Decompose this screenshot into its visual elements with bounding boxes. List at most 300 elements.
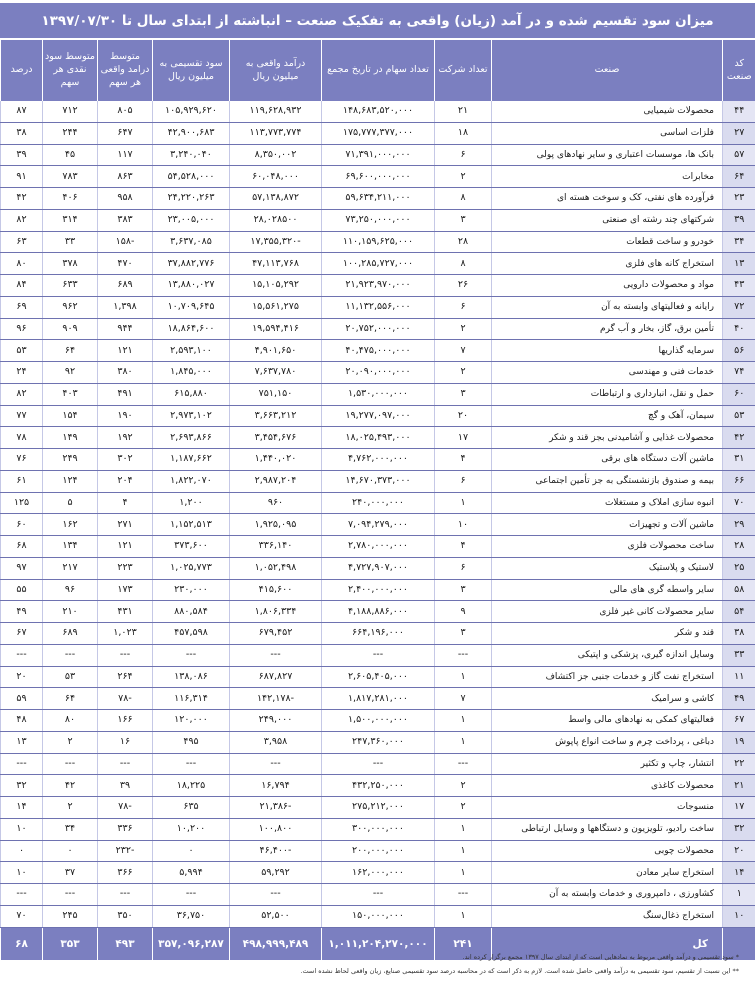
cell-avg-dividend: ۲۱۷ (43, 557, 98, 579)
cell-code: ۲۵ (723, 557, 755, 579)
cell-percent: ۷۸ (1, 427, 43, 449)
footnote-2: ** این نسبت از تقسیم، سود تقسیمی به درآمد واقعی حاصل شده است. لازم به ذکر است که در محاسبه درصد سود تقسیمی صنایع، زیان واقعی لحاظ نشده است. (300, 967, 739, 975)
cell-income: -۴۶,۴۰۰ (230, 840, 322, 862)
table-row (1, 318, 755, 340)
header-industry: صنعت (492, 40, 723, 101)
cell-avg-income: ۴۳۱ (98, 601, 153, 623)
cell-avg-income: ۳۸۳ (98, 209, 153, 231)
cell-companies: ۱ (435, 905, 492, 927)
cell-code: ۲۸ (723, 536, 755, 558)
table-row (1, 710, 755, 732)
cell-code: ۳۲ (723, 818, 755, 840)
table-row (1, 557, 755, 579)
cell-shares: ۲۰,۰۹۰,۰۰۰,۰۰۰ (322, 362, 435, 384)
cell-percent: ۱۰ (1, 862, 43, 884)
cell-percent: ۸۷ (1, 101, 43, 122)
cell-companies: ۷ (435, 340, 492, 362)
table-row (1, 775, 755, 797)
table-row (1, 818, 755, 840)
cell-shares: --- (322, 753, 435, 775)
total-label: کل (492, 927, 723, 960)
cell-industry: سیمان، آهک و گچ (492, 405, 723, 427)
table-row (1, 666, 755, 688)
cell-code: ۶۴ (723, 166, 755, 188)
total-income: ۴۹۸,۹۹۹,۴۸۹ (230, 927, 322, 960)
cell-industry: وسایل اندازه گیری، پزشکی و اپتیکی (492, 644, 723, 666)
cell-code: ۳۳ (723, 644, 755, 666)
cell-percent: ۸۴ (1, 275, 43, 297)
cell-industry: ماشین آلات دستگاه های برقی (492, 449, 723, 471)
cell-industry: کاشی و سرامیک (492, 688, 723, 710)
total-avg-dividend: ۳۵۳ (43, 927, 98, 960)
cell-income: ۳۳۶,۱۴۰ (230, 536, 322, 558)
cell-code: ۷۲ (723, 296, 755, 318)
total-dividend: ۳۵۷,۰۹۶,۲۸۷ (153, 927, 230, 960)
cell-avg-income: ۱,۳۹۸ (98, 296, 153, 318)
cell-industry: محصولات کاغذی (492, 775, 723, 797)
cell-avg-income: ۶۸۹ (98, 275, 153, 297)
cell-code: ۱۴ (723, 862, 755, 884)
cell-dividend: ۶۳۵ (153, 797, 230, 819)
cell-companies: ۳ (435, 623, 492, 645)
table-row (1, 688, 755, 710)
cell-shares: ۱۵۰,۰۰۰,۰۰۰ (322, 905, 435, 927)
table-row (1, 383, 755, 405)
cell-code: ۶۰ (723, 383, 755, 405)
cell-avg-dividend: ۱۳۴ (43, 536, 98, 558)
cell-shares: ۱۶۲,۰۰۰,۰۰۰ (322, 862, 435, 884)
cell-avg-dividend: ۴۰۶ (43, 188, 98, 210)
industry-table (0, 40, 755, 960)
table-row (1, 623, 755, 645)
cell-industry: استخراج کانه های فلزی (492, 253, 723, 275)
cell-code: ۴۰ (723, 318, 755, 340)
cell-industry: ساخت محصولات فلزی (492, 536, 723, 558)
cell-income: ۹۶۰ (230, 492, 322, 514)
cell-dividend: ۴۵۷,۵۹۸ (153, 623, 230, 645)
cell-dividend: ۱,۱۸۷,۶۶۲ (153, 449, 230, 471)
cell-dividend: ۱۳,۸۸۰,۰۲۷ (153, 275, 230, 297)
cell-code: ۳۹ (723, 209, 755, 231)
cell-code: ۳۸ (723, 623, 755, 645)
cell-industry: انبوه سازی املاک و مستغلات (492, 492, 723, 514)
cell-avg-dividend: ۲ (43, 731, 98, 753)
cell-companies: ۱ (435, 731, 492, 753)
cell-industry: منسوجات (492, 797, 723, 819)
cell-code: ۲۰ (723, 840, 755, 862)
total-shares: ۱,۰۱۱,۲۰۴,۲۷۰,۰۰۰ (322, 927, 435, 960)
cell-dividend: ۲,۵۹۳,۱۰۰ (153, 340, 230, 362)
cell-income: ۱,۸۰۶,۳۳۴ (230, 601, 322, 623)
cell-percent: ۹۶ (1, 318, 43, 340)
table-row (1, 427, 755, 449)
cell-shares: ۱۱,۱۳۲,۵۵۶,۰۰۰ (322, 296, 435, 318)
cell-industry: ماشین آلات و تجهیزات (492, 514, 723, 536)
cell-shares: ۱,۵۳۰,۰۰۰,۰۰۰ (322, 383, 435, 405)
cell-shares: ۲۰,۷۵۲,۰۰۰,۰۰۰ (322, 318, 435, 340)
cell-avg-dividend: ۵ (43, 492, 98, 514)
cell-avg-income: ۱۷۳ (98, 579, 153, 601)
cell-income: --- (230, 753, 322, 775)
cell-industry: فرآورده های نفتی، کک و سوخت هسته ای (492, 188, 723, 210)
cell-percent: ۶۳ (1, 231, 43, 253)
cell-companies: ۹ (435, 601, 492, 623)
table-row (1, 601, 755, 623)
cell-shares: ۲۱,۹۲۳,۹۷۰,۰۰۰ (322, 275, 435, 297)
cell-code: ۱ (723, 884, 755, 906)
cell-dividend: ۱۱۶,۳۱۴ (153, 688, 230, 710)
total-avg-income: ۴۹۳ (98, 927, 153, 960)
cell-industry: سایر محصولات کانی غیر فلزی (492, 601, 723, 623)
cell-industry: محصولات شیمیایی (492, 101, 723, 122)
cell-percent: ۴۲ (1, 188, 43, 210)
cell-code: ۷۴ (723, 362, 755, 384)
cell-code: ۱۷ (723, 797, 755, 819)
cell-shares: ۱۷۵,۷۷۷,۳۷۷,۰۰۰ (322, 122, 435, 144)
cell-income: ۱۶,۷۹۴ (230, 775, 322, 797)
cell-code: ۲۲ (723, 753, 755, 775)
cell-code: ۷۰ (723, 492, 755, 514)
cell-industry: ساخت رادیو، تلویزیون و دستگاهها و وسایل ارتباطی (492, 818, 723, 840)
cell-income: -۲۱,۳۸۶ (230, 797, 322, 819)
cell-companies: ۲۰ (435, 405, 492, 427)
table-row (1, 731, 755, 753)
cell-percent: ۷۶ (1, 449, 43, 471)
cell-percent: ۱۲۵ (1, 492, 43, 514)
cell-shares: ۲,۶۰۵,۴۰۵,۰۰۰ (322, 666, 435, 688)
cell-avg-dividend: ۴۲ (43, 775, 98, 797)
header-shares: تعداد سهام در تاریخ مجمع (322, 40, 435, 101)
table-row (1, 753, 755, 775)
cell-companies: ۱ (435, 492, 492, 514)
cell-avg-income: ۳۵۰ (98, 905, 153, 927)
cell-avg-income: ۶۴۷ (98, 122, 153, 144)
cell-avg-income: ۳۸۰ (98, 362, 153, 384)
cell-industry: انتشار، چاپ و تکثیر (492, 753, 723, 775)
cell-avg-dividend: --- (43, 884, 98, 906)
cell-avg-dividend: ۳۳ (43, 231, 98, 253)
cell-percent: ۲۰ (1, 666, 43, 688)
cell-percent: ۹۱ (1, 166, 43, 188)
cell-shares: ۶۹,۶۰۰,۰۰۰,۰۰۰ (322, 166, 435, 188)
cell-dividend: ۰ (153, 840, 230, 862)
cell-industry: حمل و نقل، انبارداری و ارتباطات (492, 383, 723, 405)
cell-income: ۱۵,۱۰۵,۲۹۲ (230, 275, 322, 297)
cell-companies: ۸ (435, 188, 492, 210)
table-row (1, 209, 755, 231)
cell-avg-income: ۱۹۲ (98, 427, 153, 449)
cell-income: ۱۹,۵۹۴,۴۱۶ (230, 318, 322, 340)
cell-dividend: ۱,۲۰۰ (153, 492, 230, 514)
table-row (1, 122, 755, 144)
cell-dividend: ۱۰۵,۹۲۹,۶۲۰ (153, 101, 230, 122)
header-avg-dividend: متوسط سود نقدی هر سهم (43, 40, 98, 101)
cell-avg-dividend: ۲۴۹ (43, 449, 98, 471)
cell-companies: ۱ (435, 818, 492, 840)
cell-companies: ۸ (435, 253, 492, 275)
cell-income: ۱,۹۲۵,۰۹۵ (230, 514, 322, 536)
cell-percent: --- (1, 753, 43, 775)
cell-companies: ۴ (435, 536, 492, 558)
cell-dividend: ۳,۲۴۰,۰۴۰ (153, 144, 230, 166)
cell-avg-income: ۹۵۸ (98, 188, 153, 210)
cell-percent: ۶۸ (1, 536, 43, 558)
cell-percent: ۴۹ (1, 601, 43, 623)
cell-code: ۵۳ (723, 405, 755, 427)
cell-code: ۴۴ (723, 101, 755, 122)
cell-dividend: ۳۷۳,۶۰۰ (153, 536, 230, 558)
cell-avg-dividend: ۱۶۲ (43, 514, 98, 536)
cell-industry: استخراج نفت گاز و خدمات جنبی جز اکتشاف (492, 666, 723, 688)
cell-shares: ۲۰۰,۰۰۰,۰۰۰ (322, 840, 435, 862)
cell-avg-dividend: ۵۳ (43, 666, 98, 688)
cell-dividend: --- (153, 644, 230, 666)
cell-percent: ۱۰ (1, 818, 43, 840)
cell-shares: ۶۶۴,۱۹۶,۰۰۰ (322, 623, 435, 645)
cell-industry: محصولات چوبی (492, 840, 723, 862)
cell-avg-dividend: ۹۰۹ (43, 318, 98, 340)
cell-dividend: ۲,۶۹۳,۸۶۶ (153, 427, 230, 449)
table-row (1, 231, 755, 253)
cell-income: ۵۷,۱۳۸,۸۷۲ (230, 188, 322, 210)
cell-avg-dividend: --- (43, 753, 98, 775)
cell-avg-income: ۱۶ (98, 731, 153, 753)
table-row (1, 449, 755, 471)
cell-industry: رایانه و فعالیتهای وابسته به آن (492, 296, 723, 318)
cell-code: ۳۴ (723, 231, 755, 253)
cell-dividend: ۱۲۰,۰۰۰ (153, 710, 230, 732)
cell-industry: شرکتهای چند رشته ای صنعتی (492, 209, 723, 231)
cell-shares: ۱,۵۰۰,۰۰۰,۰۰۰ (322, 710, 435, 732)
cell-industry: قند و شکر (492, 623, 723, 645)
cell-avg-dividend: ۳۱۴ (43, 209, 98, 231)
cell-avg-income: ۳۳۶ (98, 818, 153, 840)
cell-companies: ۲ (435, 362, 492, 384)
cell-shares: ۱۸,۰۲۵,۴۹۳,۰۰۰ (322, 427, 435, 449)
table-row (1, 840, 755, 862)
table-row (1, 296, 755, 318)
cell-companies: ۴ (435, 449, 492, 471)
cell-avg-income: ۳۹ (98, 775, 153, 797)
cell-shares: ۷۱,۳۹۱,۰۰۰,۰۰۰ (322, 144, 435, 166)
cell-income: ۷,۶۳۷,۷۸۰ (230, 362, 322, 384)
cell-dividend: ۱,۱۵۲,۵۱۳ (153, 514, 230, 536)
cell-percent: ۸۰ (1, 253, 43, 275)
cell-dividend: ۳۶,۷۵۰ (153, 905, 230, 927)
header-percent: درصد (1, 40, 43, 101)
cell-income: ۱۵,۵۶۱,۲۷۵ (230, 296, 322, 318)
table-row (1, 536, 755, 558)
cell-dividend: ۴۹۵ (153, 731, 230, 753)
cell-code: ۴۲ (723, 427, 755, 449)
cell-avg-dividend: ۳۴ (43, 818, 98, 840)
cell-companies: ۲ (435, 797, 492, 819)
cell-avg-income: -۷۸ (98, 797, 153, 819)
cell-avg-income: ۸۶۳ (98, 166, 153, 188)
cell-percent: ۳۹ (1, 144, 43, 166)
header-companies: تعداد شرکت (435, 40, 492, 101)
cell-code: ۵۸ (723, 579, 755, 601)
cell-avg-income: ۲۷۱ (98, 514, 153, 536)
cell-industry: استخراج ذغال‌سنگ (492, 905, 723, 927)
cell-avg-income: ۴ (98, 492, 153, 514)
cell-dividend: ۱۸,۲۲۵ (153, 775, 230, 797)
cell-income: ۱,۴۴۰,۰۲۰ (230, 449, 322, 471)
cell-dividend: ۱,۰۲۵,۷۷۳ (153, 557, 230, 579)
cell-avg-dividend: ۱۲۴ (43, 470, 98, 492)
cell-avg-income: ۲۰۴ (98, 470, 153, 492)
cell-companies: ۲۱ (435, 101, 492, 122)
cell-code: ۵۶ (723, 340, 755, 362)
cell-income: ۲۸,۰۲۸۵۰۰ (230, 209, 322, 231)
cell-avg-dividend: ۹۶ (43, 579, 98, 601)
cell-avg-income: ۴۷۰ (98, 253, 153, 275)
cell-income: ۱۰۰,۸۰۰ (230, 818, 322, 840)
cell-avg-income: ۹۴۴ (98, 318, 153, 340)
cell-industry: استخراج سایر معادن (492, 862, 723, 884)
cell-dividend: --- (153, 753, 230, 775)
cell-income: ۳,۴۵۴,۶۷۶ (230, 427, 322, 449)
cell-shares: ۱,۸۱۷,۲۸۱,۰۰۰ (322, 688, 435, 710)
header-code: کد صنعت (723, 40, 755, 101)
cell-percent: ۳۲ (1, 775, 43, 797)
table-row (1, 470, 755, 492)
cell-avg-income: ۳۶۶ (98, 862, 153, 884)
cell-code: ۶۶ (723, 470, 755, 492)
cell-avg-dividend: ۷۸۳ (43, 166, 98, 188)
cell-avg-income: ۲۲۳ (98, 557, 153, 579)
cell-avg-income: ۱,۰۲۳ (98, 623, 153, 645)
title-bar (0, 3, 755, 38)
cell-code: ۲۷ (723, 122, 755, 144)
cell-code: ۴۹ (723, 688, 755, 710)
cell-income: ۶۰,۰۴۸,۰۰۰ (230, 166, 322, 188)
table-row (1, 514, 755, 536)
cell-companies: ۱ (435, 666, 492, 688)
cell-percent: ۶۱ (1, 470, 43, 492)
cell-dividend: ۱۳۸,۰۸۶ (153, 666, 230, 688)
table-row (1, 362, 755, 384)
cell-avg-dividend: ۳۷ (43, 862, 98, 884)
cell-dividend: ۱۰,۲۰۰ (153, 818, 230, 840)
cell-percent: ۲۴ (1, 362, 43, 384)
cell-avg-income: ۱۹۰ (98, 405, 153, 427)
cell-industry: بانک ها، موسسات اعتباری و سایر نهادهای پولی (492, 144, 723, 166)
cell-avg-dividend: ۶۳۳ (43, 275, 98, 297)
cell-dividend: ۲۴,۲۲۰,۲۶۳ (153, 188, 230, 210)
cell-dividend: ۱,۸۲۲,۰۷۰ (153, 470, 230, 492)
cell-avg-dividend: ۴۵ (43, 144, 98, 166)
cell-companies: ۱ (435, 840, 492, 862)
cell-avg-income: ۲۶۴ (98, 666, 153, 688)
cell-dividend: ۲۳,۰۰۵,۰۰۰ (153, 209, 230, 231)
cell-companies: ۱۷ (435, 427, 492, 449)
cell-income: ۱,۰۵۲,۴۹۸ (230, 557, 322, 579)
cell-avg-dividend: ۸۰ (43, 710, 98, 732)
table-row (1, 492, 755, 514)
cell-income: ۴۷,۱۱۳,۷۶۸ (230, 253, 322, 275)
header-row (1, 40, 755, 101)
cell-shares: ۴,۷۲۷,۹۰۷,۰۰۰ (322, 557, 435, 579)
cell-avg-dividend: ۲۴۴ (43, 122, 98, 144)
cell-income: ۲۴۹,۰۰۰ (230, 710, 322, 732)
cell-avg-income: --- (98, 753, 153, 775)
table-row (1, 144, 755, 166)
cell-avg-dividend: ۷۱۲ (43, 101, 98, 122)
cell-percent: ۷۷ (1, 405, 43, 427)
cell-shares: ۱۹,۲۷۷,۰۹۷,۰۰۰ (322, 405, 435, 427)
cell-avg-income: -۲۳۲ (98, 840, 153, 862)
cell-avg-dividend: ۹۲ (43, 362, 98, 384)
cell-dividend: ۱۸,۸۶۴,۶۰۰ (153, 318, 230, 340)
cell-avg-dividend: ۲۴۵ (43, 905, 98, 927)
cell-industry: سایر واسطه گری های مالی (492, 579, 723, 601)
cell-avg-income: ۸۰۵ (98, 101, 153, 122)
cell-avg-dividend: ۱۵۴ (43, 405, 98, 427)
cell-percent: --- (1, 884, 43, 906)
cell-code: ۳۱ (723, 449, 755, 471)
cell-percent: ۵۳ (1, 340, 43, 362)
cell-companies: ۲ (435, 775, 492, 797)
cell-shares: ۲۴۷,۳۶۰,۰۰۰ (322, 731, 435, 753)
cell-avg-income: ۱۲۱ (98, 340, 153, 362)
cell-income: ۵۲,۵۰۰ (230, 905, 322, 927)
footnote-1: * سود تقسیمی و درآمد واقعی مربوط به نمادهایی است که از ابتدای سال ۱۳۹۷ مجمع برگزار کرده اند. (462, 953, 739, 961)
cell-income: -۱۴۲,۱۷۸ (230, 688, 322, 710)
cell-percent: ۶۷ (1, 623, 43, 645)
cell-industry: دباغی ، پرداخت چرم و ساخت انواع پاپوش (492, 731, 723, 753)
cell-industry: خدمات فنی و مهندسی (492, 362, 723, 384)
cell-avg-dividend: --- (43, 644, 98, 666)
cell-avg-income: ۴۹۱ (98, 383, 153, 405)
table-row (1, 405, 755, 427)
cell-code: ۱۰ (723, 905, 755, 927)
total-companies: ۲۴۱ (435, 927, 492, 960)
cell-avg-dividend: ۶۴ (43, 340, 98, 362)
cell-shares: ۴۰,۴۷۵,۰۰۰,۰۰۰ (322, 340, 435, 362)
cell-avg-income: ۱۶۶ (98, 710, 153, 732)
table-row (1, 101, 755, 122)
cell-income: --- (230, 644, 322, 666)
cell-code: ۲۳ (723, 188, 755, 210)
cell-industry: لاستیک و پلاستیک (492, 557, 723, 579)
cell-avg-income: -۱۵۸ (98, 231, 153, 253)
cell-avg-dividend: ۶۴ (43, 688, 98, 710)
cell-income: -۱۷,۳۵۵,۳۲۰ (230, 231, 322, 253)
cell-dividend: ۸۸۰,۵۸۴ (153, 601, 230, 623)
cell-percent: ۱۴ (1, 797, 43, 819)
table-row (1, 862, 755, 884)
cell-industry: فلزات اساسی (492, 122, 723, 144)
cell-shares: ۱۰۰,۲۸۵,۷۲۷,۰۰۰ (322, 253, 435, 275)
cell-income: --- (230, 884, 322, 906)
table-row (1, 253, 755, 275)
cell-avg-dividend: ۶۸۹ (43, 623, 98, 645)
cell-companies: ۶ (435, 470, 492, 492)
cell-dividend: ۵,۹۹۴ (153, 862, 230, 884)
cell-income: ۴,۹۰۱,۶۵۰ (230, 340, 322, 362)
cell-shares: ۵۹,۶۳۴,۲۱۱,۰۰۰ (322, 188, 435, 210)
cell-avg-dividend: ۳۷۸ (43, 253, 98, 275)
cell-shares: ۲۷۵,۲۱۲,۰۰۰ (322, 797, 435, 819)
cell-percent: ۱۳ (1, 731, 43, 753)
cell-code: ۵۴ (723, 601, 755, 623)
cell-code: ۱۹ (723, 731, 755, 753)
cell-avg-dividend: ۰ (43, 840, 98, 862)
cell-companies: --- (435, 884, 492, 906)
cell-shares: ۲,۴۰۰,۰۰۰,۰۰۰ (322, 579, 435, 601)
cell-dividend: --- (153, 884, 230, 906)
